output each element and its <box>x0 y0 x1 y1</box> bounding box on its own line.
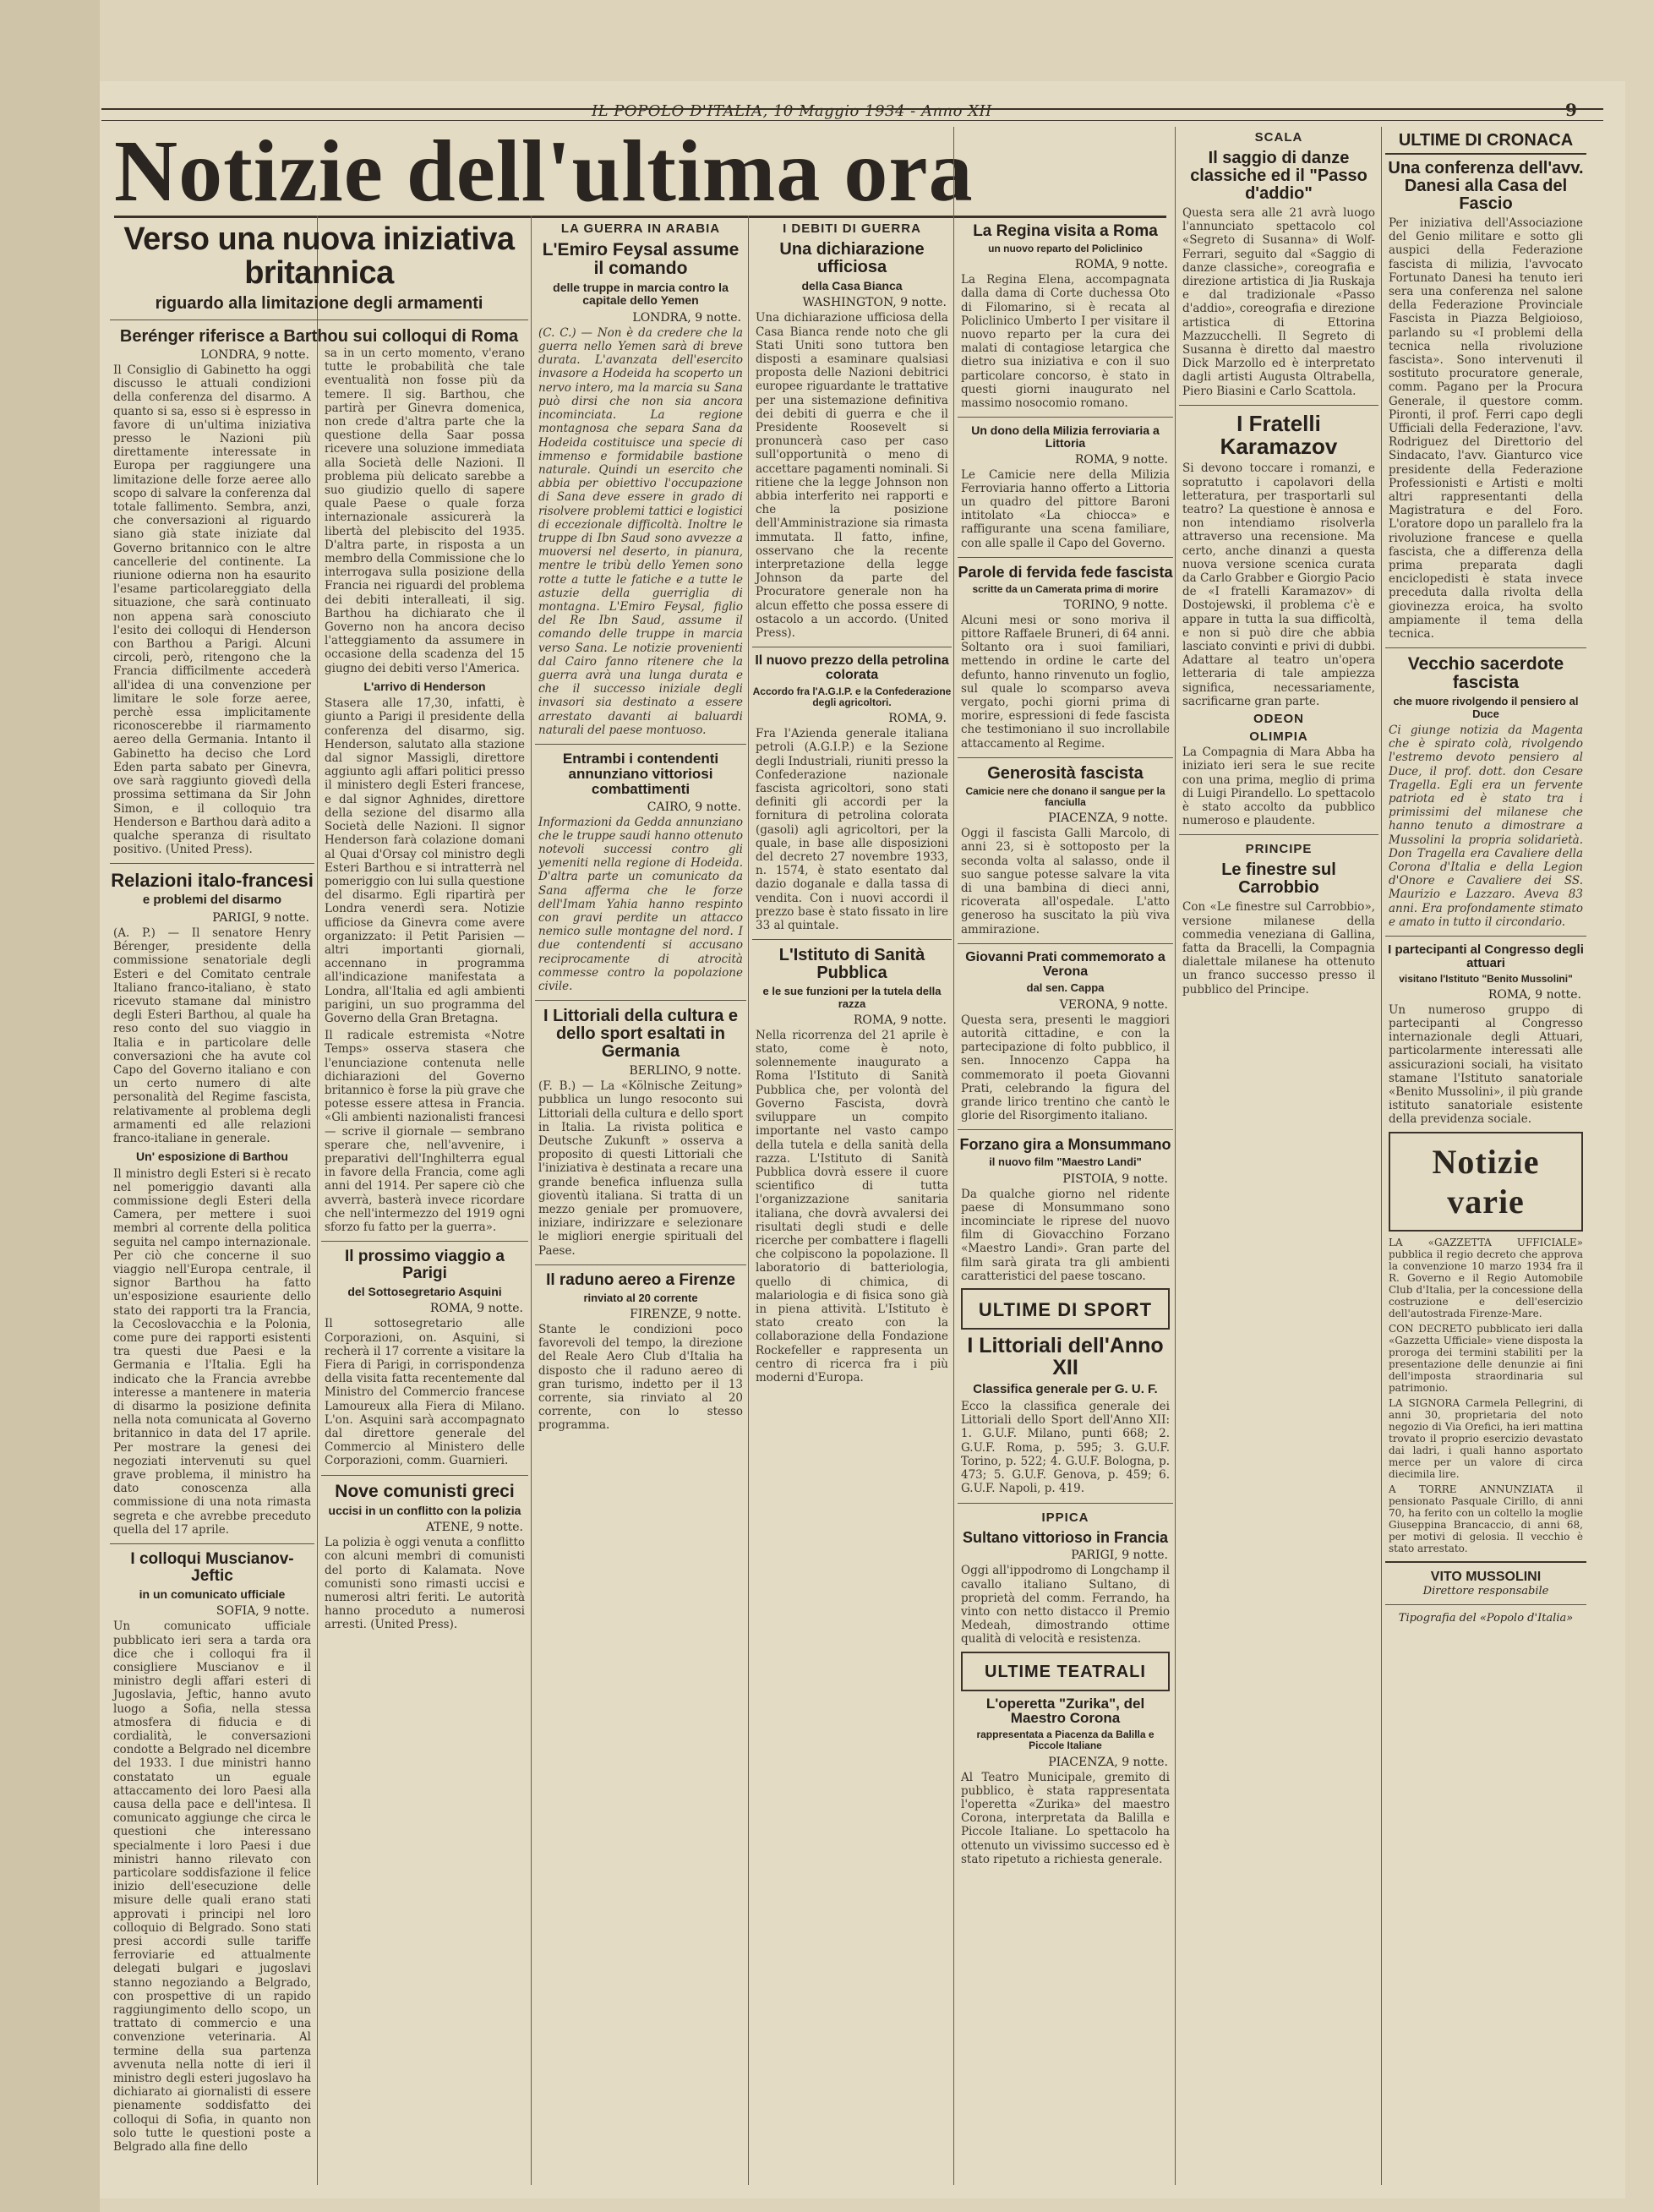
article-headline: I Littoriali dell'Anno XII <box>967 1334 1164 1380</box>
dateline: PIACENZA, 9 notte. <box>1048 811 1168 826</box>
article-headline: Una dichiarazione ufficiosa <box>779 240 925 276</box>
divider <box>321 1475 528 1476</box>
section-kicker: SCALA <box>1254 130 1303 145</box>
dateline: ROMA, 9 notte. <box>429 1302 523 1316</box>
sport-box <box>961 1288 1170 1330</box>
article-body: La Compagnia di Mara Abba ha iniziato ieri sera le sue recite con una prima, meglio di prima di Luigi Pirandello. Lo spettacolo è stato accolto da pubblico numeroso e plaudente. <box>1182 746 1375 828</box>
dateline: FIRENZE, 9 notte. <box>630 1308 741 1322</box>
article-headline: L'operetta "Zurika", del Maestro Corona <box>985 1695 1145 1727</box>
divider <box>1179 405 1378 406</box>
dateline: WASHINGTON, 9 notte. <box>802 296 947 310</box>
article-body: Stasera alle 17,30, infatti, è giunto a Parigi il presidente della conferenza del disarmo, sig. Henderson, salutato alla stazione dal signor Massigli, direttore aggiunto agli affari politici presso il ministero degli Esteri francese, e dal signor Aghnides, direttore della sezione del disarmo alla Società delle Nazioni. Il signor Henderson farà colazione domani al Quai d'Orsay col ministro degli Esteri Barthou e si intratterrà nel pomeriggio con lui sulla questione del disarmo. Egli ripartirà per Londra venerdì sera. Notizie ufficiose da Ginevra come avere organizzato: il Petit Parisien — altri importanti giornali, accennano in programma all'indicazione manifestata a Londra, all'Italia ed agli ambienti parigini, un suo programma del Governo della Gran Bretagna. <box>325 696 525 1025</box>
article-subhead: Un' esposizione di Barthou <box>136 1150 288 1164</box>
article-headline: Un dono della Milizia ferroviaria a Littoria <box>971 423 1160 450</box>
column-rule <box>748 216 749 2185</box>
divider <box>1385 1561 1586 1563</box>
article-body: Oggi all'ippodromo di Longchamp il cavallo italiano Sultano, di proprietà del comm. Ferrando, ha vinto con netto distacco il Premio Medeah, dimostrando ottime qualità di velocità e resistenza. <box>961 1564 1170 1647</box>
article-headline: I Littoriali della cultura e dello sport esaltati in Germania <box>543 1007 739 1062</box>
article-subhead: e le sue funzioni per la tutela della razza <box>762 985 942 1010</box>
article-subhead: uccisi in un conflitto con la polizia <box>328 1503 521 1517</box>
article-subhead: in un comunicato ufficiale <box>139 1587 286 1601</box>
section-kicker: PRINCIPE <box>1245 842 1313 857</box>
article-headline: Vecchio sacerdote fascista <box>1407 654 1564 693</box>
dateline: ROMA, 9. <box>888 712 947 726</box>
column-3 <box>535 218 746 2185</box>
lead-subhead: riguardo alla limitazione degli armamenti <box>155 293 483 313</box>
article-headline: L'Emiro Feysal assume il comando <box>542 240 740 279</box>
article-body: Le Camicie nere della Milizia Ferroviaria hanno offerto a Littoria un quadro del pittore Baroni intitolato «La chiocca» e raffigurante una scena familiare, con alle spalle il Capo del Governo. <box>961 467 1170 550</box>
article-subhead: visitano l'Istituto "Benito Mussolini" <box>1399 972 1573 985</box>
dateline: VERONA, 9 notte. <box>1059 997 1168 1012</box>
article-subhead: rinviato al 20 corrente <box>583 1291 698 1304</box>
article-subhead: L'arrivo di Henderson <box>363 679 486 693</box>
section-kicker: I DEBITI DI GUERRA <box>783 221 921 236</box>
column-rule <box>953 127 954 2185</box>
article-headline: Giovanni Prati commemorato a Verona <box>965 949 1165 979</box>
dateline: PARIGI, 9 notte. <box>1071 1548 1168 1563</box>
brief-item: LA SIGNORA Carmela Pellegrini, di anni 30, proprietaria del noto negozio di Via Orefici, ha ieri mattina trovato il proprio esercizio devastato dai ladri, i quali hanno asportato merce per un valore di circa diecimila lire. <box>1389 1396 1583 1480</box>
dateline: PISTOIA, 9 notte. <box>1062 1172 1168 1186</box>
cronaca-banner: ULTIME DI CRONACA <box>1385 132 1586 155</box>
divider <box>535 1264 746 1265</box>
article-body: La Regina Elena, accompagnata dalla dama di Corte duchessa Oto di Filomarino, si è recata al Policlinico Umberto I per visitare il nuovo reparto per la cura dei malati di contagiose letargica che dietro sua iniziativa e con il suo particolare concorso, è stato in questi giorni inaugurato nel massimo nosocomio romano. <box>961 273 1170 410</box>
column-7 <box>1385 127 1586 2185</box>
sport-banner: ULTIME DI SPORT <box>978 1298 1153 1320</box>
article-body: Oggi il fascista Galli Marcolo, di anni 23, si è sottoposto per la seconda volta al salasso, onde il suo sangue potesse salvare la vita di una bambina di dieci anni, ricoverata all'ospedale. L'atto generoso ha suscitato la più viva ammirazione. <box>961 827 1170 937</box>
divider <box>321 1241 528 1242</box>
dateline: PIACENZA, 9 notte. <box>1048 1755 1168 1769</box>
theatre-box <box>961 1652 1170 1691</box>
divider <box>958 1129 1173 1130</box>
article-headline: Il prossimo viaggio a Parigi <box>345 1248 505 1283</box>
article-headline: Il raduno aereo a Firenze <box>546 1270 735 1289</box>
dateline: LONDRA, 9 notte. <box>632 310 741 325</box>
divider <box>535 1000 746 1001</box>
masthead-rule-secondary <box>101 120 1603 121</box>
article-body: Alcuni mesi or sono moriva il pittore Raffaele Bruneri, di 64 anni. Soltanto ora i suoi familiari, mettendo in ordine le carte del defunto, hanno rinvenuto un foglio, sul quale lo scomparso aveva vergato, pochi giorni prima di morire, espressioni di fede fascista che testimoniano il suo incrollabile attaccamento al Regime. <box>961 613 1170 751</box>
article-headline: I colloqui Muscianov-Jeftic <box>130 1550 294 1585</box>
section-kicker: LA GUERRA IN ARABIA <box>560 221 721 236</box>
article-body: Per iniziativa dell'Associazione del Genio militare e sotto gli auspici della Federazione fascista di milizia, l'avvocato Fortunato Danesi ha tenuto ieri sera una conferenza nel salone della Federazione Provinciale Fascista in Piazza Belgioioso, parlando su «I problemi della tecnica nella rivoluzione fascista». Sono intervenuti il sostituto procuratore generale, comm. Pagano per la Procura Generale, il questore comm. Pironti, il prof. Ferri capo degli Ufficiali della Federazione, l'avv. Rodriguez del Direttorio del Sindacato, l'avv. Gianturco vice presidente della Federazione Professionisti e Artisti e molti altri rappresentanti della Magistratura e del Foro. L'oratore dopo un parallelo fra la rivoluzione francese e quella fascista, che a differenza della prima preparata dagli enciclopedisti è stata invece preceduta dalla rivolta della giovinezza eroica, ha svolto ampiamente il tema della tecnica. <box>1389 216 1583 642</box>
divider <box>958 417 1173 418</box>
article-subhead: delle truppe in marcia contro la capitale dello Yemen <box>553 281 729 308</box>
column-2 <box>321 347 528 2185</box>
article-body: Ecco la classifica generale dei Littoriali dello Sport dell'Anno XII: 1. G.U.F. Milano, punti 668; 2. G.U.F. Roma, p. 595; 3. G.U.F. Torino, p. 522; 4. G.U.F. Bologna, p. 473; 5. G.U.F. Genova, p. 459; 6. G.U.F. Napoli, p. 419. <box>961 1400 1170 1496</box>
dateline: ROMA, 9 notte. <box>853 1013 947 1027</box>
article-body: Nella ricorrenza del 21 aprile è stato, come è noto, solennemente inaugurato a Roma l'Istituto di Sanità Pubblica che, per volontà del Governo Fascista, dovrà sviluppare un compito importante nel vasto campo della tutela e della sanità della razza. L'Istituto di Sanità Pubblica dovrà essere il cuore scientifico di tutta l'organizzazione sanitaria italiana, che dovrà avvalersi dei risultati degli studi e delle ricerche per combattere i flagelli che colpiscono la popolazione. Il laboratorio di batteriologia, quello di chimica, di malariologia e di fisica sono già in piena attività. L'Istituto è stato creato con la collaborazione della Fondazione Rockefeller e rappresenta un centro di ricerca fra i più moderni d'Europa. <box>756 1028 948 1385</box>
brief-item: CON DECRETO pubblicato ieri dalla «Gazzetta Ufficiale» viene disposta la proroga dei termini stabiliti per la presentazione delle denunzie ai fini dell'imposta straordinaria sul patrimonio. <box>1389 1322 1583 1394</box>
running-head: IL POPOLO D'ITALIA, 10 Maggio 1934 - Anno XII <box>592 102 992 120</box>
divider <box>958 557 1173 558</box>
column-rule <box>1381 127 1382 2185</box>
article-body: (C. C.) — Non è da credere che la guerra nello Yemen sarà di breve durata. L'avanzata dell'esercito invasore a Hodeida ha scoperto un nervo intero, ma la marcia su Sana può dirsi che non sia ancora incominciata. La regione montagnosa che separa Sana da Hodeida costituisce una specie di immenso e formidabile bastione naturale. Quindi un esercito che abbia per obiettivo l'occupazione di Sana deve essere in grado di risolvere problemi tattici e logistici di eccezionale difficoltà. Inoltre le truppe di Ibn Saud sono avvezze a muoversi nel deserto, in pianura, mentre le tribù dello Yemen sono rotte a tutte le fatiche e a tutte le astuzie della guerriglia di montagna. L'Emiro Feysal, figlio del Re Ibn Saud, assume il comando delle truppe in marcia verso Sana. Le notizie provenienti dal Cairo fanno ritenere che la guerra avrà una lunga durata e che il successo iniziale degli invasori sia destinato a essere arrestato davanti ai baluardi naturali del paese montuoso. <box>538 325 743 737</box>
article-subhead: che muore rivolgendo il pensiero al Duce <box>1393 695 1579 720</box>
article-body: Informazioni da Gedda annunziano che le truppe saudi hanno ottenuto notevoli successi contro gli yemeniti nella regione di Hodeida. D'altra parte un comunicato da Sana afferma che le forze dell'Imam Yahia hanno respinto con gravi perdite un attacco nemico sulle montagne del nord. I due contendenti si accusano reciprocamente di atrocità commesse contro la popolazione civile. <box>538 815 743 993</box>
article-subhead: dal sen. Cappa <box>1026 981 1105 995</box>
lead-subhead-2: Berénger riferisce a Barthou sui colloqui di Roma <box>119 326 519 345</box>
article-body: (A. P.) — Il senatore Henry Bérenger, presidente della commissione senatoriale degli Esteri e del Comitato centrale Italiano franco-italiano, è stato ricevuto stamane dal ministro degli Esteri Barthou, al quale ha reso conto del suo viaggio in Italia e in particolare delle conversazioni che ha avute col Capo del Governo italiano e con un certo numero di alte personalità del Regime fascista, relativamente al problema degli armamenti ed alle relazioni franco-italiane in generale. <box>113 926 311 1145</box>
article-subhead: della Casa Bianca <box>801 279 903 292</box>
article-body: Fra l'Azienda generale italiana petroli (A.G.I.P.) e la Sezione degli Industriali, riuniti presso la Confederazione nazionale fascista agricoltori, sono stati definiti gli accordi per la fornitura di petrolina colorata (gasoli) agli agricoltori, per la quale, in base alle disposizioni del decreto 27 novembre 1933, n. 1574, è stato esentato dal dazio doganale e dalla tassa di vendita. Con i nuovi accordi il prezzo base è stato fissato in lire 33 al quintale. <box>756 727 948 933</box>
divider <box>958 757 1173 758</box>
article-headline: I partecipanti al Congresso degli attuari <box>1388 942 1584 970</box>
dateline: PARIGI, 9 notte. <box>212 910 309 925</box>
article-headline: Il nuovo prezzo della petrolina colorata <box>755 653 949 683</box>
article-body: sa in un certo momento, v'erano tutte le probabilità che tale eventualità non fosse più da temere. Il sig. Barthou, che partirà per Ginevra domenica, non crede d'altra parte che la questione della Saar possa ricevere una soluzione immediata alla Società delle Nazioni. Il problema più delicato sarebbe a suo giudizio quello di sapere quale Paese o quale forza internazionale assicurerà la libertà del plebiscito del 1935. D'altra parte, in risposta a un membro della Commissione che lo interrogava sulla posizione della Francia nei riguardi del problema dei debiti interalleati, il sig. Barthou ha dichiarato che il Governo non ha ancora deciso l'atteggiamento da assumere in occasione della scadenza del 15 giugno dei debiti verso l'America. <box>325 347 525 675</box>
printer-credit: Tipografia del «Popolo d'Italia» <box>1398 1611 1574 1625</box>
editor-signature: VITO MUSSOLINI <box>1430 1569 1542 1584</box>
column-rule <box>317 216 318 2185</box>
article-subhead: Accordo fra l'A.G.I.P. e la Confederazione degli agricoltori. <box>752 685 952 709</box>
article-body: Un numeroso gruppo di partecipanti al Congresso internazionale degli Attuari, particolarmente interessati alle assicurazioni sociali, ha visitato stamane l'Istituto sanatoriale «Benito Mussolini», il più grande istituto sanatoriale esistente della previdenza sociale. <box>1389 1002 1583 1127</box>
article-headline: Relazioni italo-francesi <box>111 870 314 892</box>
article-body: Il Consiglio di Gabinetto ha oggi discusso le attuali condizioni della conferenza del disarmo. A quanto si sa, esso si è espresso in favore di un'ultima iniziativa presso le Nazioni più direttamente interessate in Europa per raggiungere una limitazione delle forze aeree allo scopo di salvare la conferenza dal totale fallimento. Sembra, anzi, che conversazioni al riguardo siano già state iniziate dal Governo britannico con le altre cancellerie del continente. La riunione odierna non ha esaurito l'esame particolareggiato della situazione, che sarà continuato non appena sarà conosciuto l'esito dei colloqui di Henderson con Barthou a Parigi. Alcuni circoli, però, ritengono che la Francia difficilmente accederà all'idea di una convenzione per limitare le sole forze aeree, perchè essa implicitamente riconoscerebbe il riarmamento aereo della Germania. Intanto il Gabinetto ha deciso che Lord Eden parta sabato per Ginevra, ove sarà raggiunto giovedì della prossima settimana da Sir John Simon, e il colloquio tra Henderson e Barthou darà adito a qualche speranza di risultato positivo. (United Press). <box>113 363 311 857</box>
dateline: TORINO, 9 notte. <box>1063 598 1168 612</box>
divider <box>535 744 746 745</box>
article-body: Con «Le finestre sul Carrobbio», versione milanese della commedia veneziana di Gallina, fatta da Bracelli, la Compagnia dialettale milanese ha ottenuto un franco successo presso il pubblico del Principe. <box>1182 900 1375 997</box>
dateline: ROMA, 9 notte. <box>1074 258 1168 272</box>
column-4 <box>752 218 952 2185</box>
article-body: Ci giunge notizia da Magenta che è spirato colà, rivolgendo l'estremo devoto pensiero al Duce, il prof. dott. don Cesare Tragella. Egli era un fervente patriota ed è stato tra i primissimi del milanese che hanno tenuto a dimostrare a Mussolini la propria solidarietà. Don Tragella era Cavaliere della Corona d'Italia e della Legion d'Onore e Cavaliere dei SS. Maurizio e Lazzaro. Aveva 83 anni. Era profondamente stimato e amato in tutto il circondario. <box>1389 723 1583 929</box>
article-body: La polizia è oggi venuta a conflitto con alcuni membri di comunisti del porto di Kalamata. Nove comunisti sono rimasti uccisi e numerosi altri feriti. Le autorità hanno proceduto a numerosi arresti. (United Press). <box>325 1536 525 1632</box>
article-subhead: rappresentata a Piacenza da Balilla e Piccole Italiane <box>976 1729 1155 1752</box>
lead-headline: Verso una nuova iniziativa britannica <box>123 221 515 291</box>
section-kicker: OLIMPIA <box>1249 729 1308 745</box>
column-6 <box>1179 127 1378 2185</box>
divider <box>110 863 314 864</box>
divider <box>1385 1604 1586 1605</box>
divider <box>110 1543 314 1544</box>
article-subhead: del Sottosegretario Asquini <box>347 1285 502 1299</box>
article-body: Al Teatro Municipale, gremito di pubblico, è stata rappresentata l'operetta «Zurika» del maestro Corona, interpretata da Balilla e Piccole Italiane. Lo spettacolo ha ottenuto un vivissimo successo ed è stato ripetuto a richiesta generale. <box>961 1770 1170 1866</box>
column-rule <box>1175 127 1176 2185</box>
page-number: 9 <box>1565 100 1577 120</box>
article-subhead: un nuovo reparto del Policlinico <box>988 242 1143 254</box>
masthead-rule <box>101 108 1603 110</box>
divider <box>1385 936 1586 937</box>
article-body: Il sottosegretario alle Corporazioni, on. Asquini, si recherà il 17 corrente a visitare la Fiera di Parigi, in corrispondenza della visita fatta recentemente dal Ministro del Commercio francese Lamoureux alla Fiera di Milano. L'on. Asquini sarà accompagnato dal direttore generale del Commercio al Ministero delle Corporazioni, comm. Guarnieri. <box>325 1317 525 1468</box>
divider <box>1385 647 1586 648</box>
notizie-varie-box <box>1389 1132 1583 1232</box>
article-body: Stante le condizioni poco favorevoli del tempo, la direzione del Reale Aero Club d'Italia ha disposto che il raduno aereo di gran turismo, indetto per il 13 corrente, sia rinviato al 20 corrente, con lo stesso programma. <box>538 1323 743 1433</box>
lead-story-header <box>110 218 528 345</box>
theatre-banner: ULTIME TEATRALI <box>985 1662 1146 1681</box>
article-subhead: Classifica generale per G. U. F. <box>973 1381 1158 1396</box>
article-headline: Forzano gira a Monsummano <box>959 1136 1171 1154</box>
brief-item: A TORRE ANNUNZIATA il pensionato Pasquale Cirillo, di anni 70, ha ferito con un coltello la moglie Giuseppina Brancaccio, di anni 68, per motivi di gelosia. Il vecchio è stato arrestato. <box>1389 1483 1583 1554</box>
article-body: Una dichiarazione ufficiosa della Casa Bianca rende noto che gli Stati Uniti sono tuttora ben disposti a esaminare qualsiasi proposta delle Nazioni debitrici europee riguardante le trattative per una sistemazione definitiva dei debiti di guerra e che il Presidente Roosevelt si pronuncerà caso per caso sull'opportunità o meno di accettare pagamenti nominali. Si ritiene che la legge Johnson non abbia interferito nei rapporti e che la posizione dell'Amministrazione sia rimasta immutata. Il fatto, infine, osservano che la recente interpretazione della legge Johnson da parte del Procuratore generale non ha alcun effetto che possa essere di ostacolo a un accordo. (United Press). <box>756 311 948 641</box>
article-body: Il ministro degli Esteri si è recato nel pomeriggio davanti alla commissione degli Esteri della Camera, per mettere i suoi membri al corrente della politica seguita nel campo internazionale. Per ciò che concerne il suo viaggio nell'Europa centrale, il signor Barthou ha fatto un'esposizione esauriente dello stato dei rapporti tra la Francia, la Cecoslovacchia e la Polonia, come pure dei rapporti esistenti tra questi due Paesi e la Germania e l'Italia. Egli ha indicato che la Francia avrebbe interesse a mantenere in materia di disarmo la posizione definita nella nota comunicata al Governo britannico in data del 17 aprile. Per mostrare la genesi dei negoziati intervenuti su quel grave problema, il ministro ha dato conoscenza alla commissione di una nota rimasta segreta e che avrebbe preceduto quella del 17 aprile. <box>113 1166 311 1537</box>
dateline: BERLINO, 9 notte. <box>629 1064 741 1079</box>
dateline: LONDRA, 9 notte. <box>200 348 309 362</box>
editor-title: Direttore responsabile <box>1422 1584 1549 1598</box>
article-subhead: il nuovo film "Maestro Landi" <box>989 1155 1142 1169</box>
article-body: Il radicale estremista «Notre Temps» osserva stasera che l'enunciazione contenuta nelle dichiarazioni del Governo britannico è forse la più grave che potesse essere attesa in Francia. «Gli ambienti nazionalisti francesi — scrive il giornale — sembrano sperare che, nell'avvenire, i preparativi dell'Inghilterra egual in favore della Francia, come agli anni del 1914. Per sapere ciò che avverrà, basterà invece ricordare che nell'intermezzo del 1919 ogni sforzo fu fatto per la guerra». <box>325 1029 525 1234</box>
dateline: CAIRO, 9 notte. <box>647 800 741 814</box>
article-subhead: e problemi del disarmo <box>142 893 282 908</box>
dateline: ATENE, 9 notte. <box>425 1521 523 1535</box>
brief-item: LA «GAZZETTA UFFICIALE» pubblica il regio decreto che approva la convenzione 10 marzo 1934 fra il R. Governo e il Regio Automobile Club d'Italia, per la concessione della costruzione e dell'esercizio dell'autostrada Firenze-Mare. <box>1389 1236 1583 1319</box>
article-headline: Parole di fervida fede fascista <box>958 563 1173 581</box>
article-body: Questa sera, presenti le maggiori autorità cittadine, e con la partecipazione di folto pubblico, il sen. Innocenzo Cappa ha commemorato il poeta Giovanni Prati, celebrando la figura del grande lirico trentino che cantò le glorie del Risorgimento italiano. <box>961 1013 1170 1123</box>
column-5 <box>958 218 1173 2185</box>
dateline: ROMA, 9 notte. <box>1488 987 1581 1002</box>
article-headline: L'Istituto di Sanità Pubblica <box>778 946 925 983</box>
article-headline: Una conferenza dell'avv. Danesi alla Casa del Fascio <box>1388 159 1584 213</box>
article-body: Questa sera alle 21 avrà luogo l'annunciato spettacolo col «Segreto di Susanna» di Wolf-Ferrari, seguito dal «Saggio di danze classiche», coreografia e direzione artistica di Jia Ruskaja e dal tradizionale «Passo d'addio», coreografia e direzione artistica di Ettorina Mazzucchelli. Il Segreto di Susanna è diretto dal maestro Dick Marzollo ed è interpretato dagli artisti Augusta Oltrabella, Piero Biasini e Carlo Scattola. <box>1182 206 1375 398</box>
column-1 <box>110 347 314 2185</box>
section-kicker: ODEON <box>1253 712 1304 727</box>
dateline: SOFIA, 9 notte. <box>216 1604 309 1619</box>
column-rule <box>531 216 532 2185</box>
article-headline: I Fratelli Karamazov <box>1220 410 1338 460</box>
article-headline: Sultano vittorioso in Francia <box>962 1528 1169 1546</box>
notizie-varie-title: Notizie varie <box>1432 1142 1540 1221</box>
binding-margin <box>0 0 100 2212</box>
article-body: Un comunicato ufficiale pubblicato ieri sera a tarda ora dice che i colloqui fra il consigliere Muscianov e il ministro degli affari esteri di Jugoslavia, Jeftic, hanno avuto luogo a Sofia, nella stessa atmosfera di fiducia e di cordialità, le conversazioni condotte a Belgrado nel dicembre del 1933. I due ministri hanno constatato un eguale attaccamento dei loro Paesi alla causa della pace e dell'intesa. Il comunicato aggiunge che circa le questioni che interessano specialmente i loro Paesi i due ministri hanno rilevato con particolare soddisfazione il felice inizio dell'esecuzione delle misure delle quali erano stati approvati i principi nel loro colloquio di Belgrado. Sono stati presi accordi sulle tariffe ferroviarie ed attualmente delegati bulgari e jugoslavi stanno negoziando a Belgrado, con prospettive di un rapido raggiungimento dello scopo, un trattato di commercio e una convenzione veterinaria. Al termine della sua partenza avvenuta nella notte di ieri il ministro degli esteri jugoslavo ha dichiarato ai giornalisti di essere pienamente soddisfatto dei colloqui di Sofia, in quanto non solo tutte le questioni poste a Belgrado alla fine dello <box>113 1619 311 2155</box>
article-headline: Nove comunisti greci <box>335 1481 515 1501</box>
divider <box>958 1503 1173 1504</box>
article-headline: Generosità fascista <box>987 763 1144 783</box>
section-kicker: IPPICA <box>1041 1510 1089 1525</box>
article-body: Da qualche giorno nel ridente paese di Monsummano sono incominciate le riprese del nuovo film di Giovacchino Forzano «Maestro Landi». Gran parte del film sarà girata tra gli ambienti caratteristici del paese toscano. <box>961 1187 1170 1283</box>
divider <box>958 943 1173 944</box>
article-headline: Le finestre sul Carrobbio <box>1221 860 1336 898</box>
dateline: ROMA, 9 notte. <box>1074 452 1168 467</box>
article-headline: Il saggio di danze classiche ed il "Passo d'addio" <box>1190 149 1367 203</box>
article-body: (F. B.) — La «Kölnische Zeitung» pubblica un lungo resoconto sui Littoriali della cultura e dello sport in Italia. La rivista politica e Deutsche Zukunft » osserva a proposito di questi Littoriali che l'iniziativa è destinata a recare una grande benefica influenza sulla gioventù italiana. Si tratta di un mezzo geniale per promuovere, iniziare, indirizzare e selezionare le migliori energie spirituali del Paese. <box>538 1079 743 1258</box>
article-headline: Entrambi i contendenti annunziano vittoriosi combattimenti <box>562 750 719 797</box>
divider <box>1179 834 1378 835</box>
section-title: Notizie dell'ultima ora <box>114 127 1166 218</box>
article-headline: La Regina visita a Roma <box>973 222 1158 240</box>
article-body: Si devono toccare i romanzi, e sopratutto i capolavori della letteratura, per trasportarli sul teatro? La questione è annosa e non intendiamo risolverla attraverso una recensione. Ma certo, anche dinanzi a questa nuova versione scenica curata da Carlo Grabber e Giorgio Pacio de «I fratelli Karamazov» di Dostojewski, il problema c'è e appare in tutta la sua difficoltà, e non si può dire che abbia lasciato convinti e privi di dubbi. Adattare al teatro un'opera letteraria di tale ampiezza significa, necessariamente, sacrificarne gran parte. <box>1182 462 1375 708</box>
divider <box>752 939 952 940</box>
article-subhead: Camicie nere che donano il sangue per la fanciulla <box>965 784 1165 809</box>
article-subhead: scritte da un Camerata prima di morire <box>972 582 1159 595</box>
